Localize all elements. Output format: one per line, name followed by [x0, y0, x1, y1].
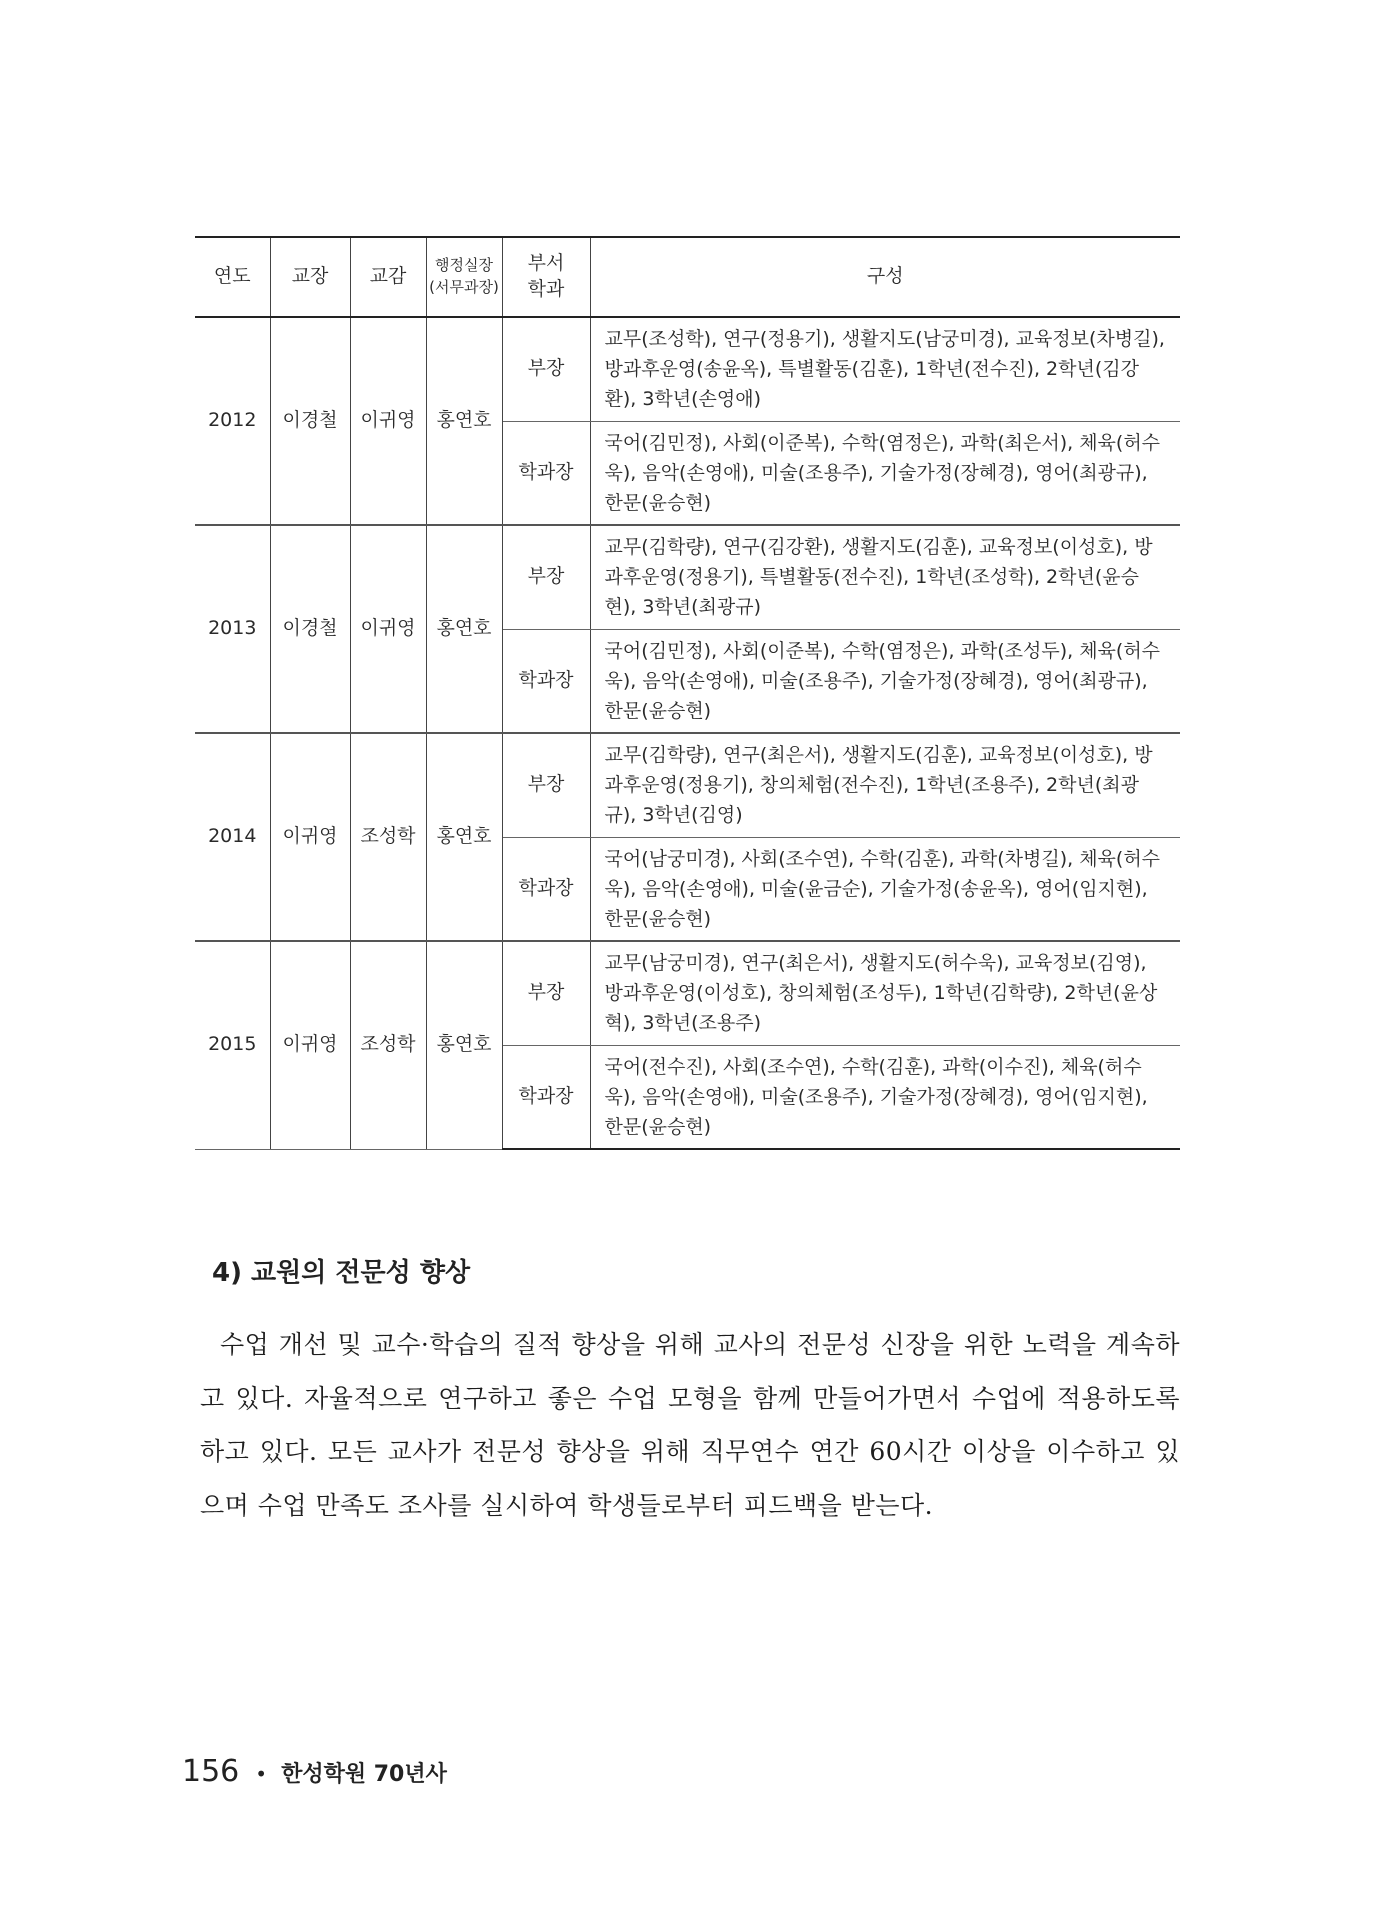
- dept-cell: 학과장: [502, 421, 590, 525]
- composition-cell: 교무(김학량), 연구(최은서), 생활지도(김훈), 교육정보(이성호), 방과후운영(정용기), 창의체험(전수진), 1학년(조용주), 2학년(최광규), 3학년(김영): [590, 733, 1180, 837]
- dept-cell: 부장: [502, 525, 590, 629]
- composition-cell: 국어(김민정), 사회(이준복), 수학(염정은), 과학(조성두), 체육(허수욱), 음악(손영애), 미술(조용주), 기술가정(장혜경), 영어(최광규), 한문(윤승현): [590, 629, 1180, 733]
- header-admin-head-line1: 행정실장: [435, 256, 493, 275]
- composition-cell: 교무(남궁미경), 연구(최은서), 생활지도(허수욱), 교육정보(김영), 방과후운영(이성호), 창의체험(조성두), 1학년(김학량), 2학년(윤상혁), 3학년(조용주): [590, 941, 1180, 1045]
- dept-cell: 부장: [502, 317, 590, 421]
- staff-table: [195, 236, 1180, 1150]
- body-paragraph: 수업 개선 및 교수·학습의 질적 향상을 위해 교사의 전문성 신장을 위한 노력을 계속하고 있다. 자율적으로 연구하고 좋은 수업 모형을 함께 만들어가면서 수업에 적용하도록 하고 있다. 모든 교사가 전문성 향상을 위해 직무연수 연간 60시간 이상을 이수하고 있으며 수업 만족도 조사를 실시하여 학생들로부터 피드백을 받는다.: [200, 1330, 1180, 1520]
- composition-cell: 국어(남궁미경), 사회(조수연), 수학(김훈), 과학(차병길), 체육(허수욱), 음악(손영애), 미술(윤금순), 기술가정(송윤옥), 영어(임지현), 한문(윤승현): [590, 837, 1180, 941]
- header-vice-principal: 교감: [350, 237, 426, 317]
- header-admin-head: [426, 237, 502, 317]
- page-number: 156: [182, 1754, 240, 1789]
- vice-principal-cell: 조성학: [350, 941, 426, 1149]
- principal-cell: 이경철: [270, 525, 350, 733]
- principal-cell: 이귀영: [270, 733, 350, 941]
- page-footer: [182, 1754, 447, 1789]
- composition-cell: 국어(전수진), 사회(조수연), 수학(김훈), 과학(이수진), 체육(허수욱), 음악(손영애), 미술(조용주), 기술가정(장혜경), 영어(임지현), 한문(윤승현): [590, 1045, 1180, 1149]
- admin-head-cell: 홍연호: [426, 317, 502, 525]
- dept-cell: 학과장: [502, 1045, 590, 1149]
- year-cell: 2013: [195, 525, 270, 733]
- header-dept-line2: 학과: [527, 278, 565, 300]
- header-composition: 구성: [590, 237, 1180, 317]
- dept-cell: 학과장: [502, 629, 590, 733]
- table-row: [195, 525, 1180, 629]
- composition-cell: 교무(조성학), 연구(정용기), 생활지도(남궁미경), 교육정보(차병길), 방과후운영(송윤옥), 특별활동(김훈), 1학년(전수진), 2학년(김강환), 3학년(손영애): [590, 317, 1180, 421]
- table-header-row: [195, 237, 1180, 317]
- admin-head-cell: 홍연호: [426, 733, 502, 941]
- vice-principal-cell: 이귀영: [350, 317, 426, 525]
- composition-cell: 교무(김학량), 연구(김강환), 생활지도(김훈), 교육정보(이성호), 방과후운영(정용기), 특별활동(전수진), 1학년(조성학), 2학년(윤승현), 3학년(최광규): [590, 525, 1180, 629]
- header-admin-head-line2: (서무과장): [429, 278, 499, 296]
- section-heading: 4) 교원의 전문성 향상: [212, 1258, 471, 1288]
- dept-cell: 부장: [502, 941, 590, 1045]
- header-dept: [502, 237, 590, 317]
- year-cell: 2015: [195, 941, 270, 1149]
- dept-cell: 부장: [502, 733, 590, 837]
- header-year: 연도: [195, 237, 270, 317]
- principal-cell: 이귀영: [270, 941, 350, 1149]
- header-principal: 교장: [270, 237, 350, 317]
- admin-head-cell: 홍연호: [426, 525, 502, 733]
- book-title: 한성학원 70년사: [281, 1762, 447, 1787]
- footer-separator: •: [255, 1762, 268, 1786]
- year-cell: 2014: [195, 733, 270, 941]
- header-dept-line1: 부서: [527, 252, 565, 275]
- year-cell: 2012: [195, 317, 270, 525]
- table-row: [195, 733, 1180, 837]
- table-row: [195, 941, 1180, 1045]
- dept-cell: 학과장: [502, 837, 590, 941]
- vice-principal-cell: 이귀영: [350, 525, 426, 733]
- principal-cell: 이경철: [270, 317, 350, 525]
- table-row: [195, 317, 1180, 421]
- vice-principal-cell: 조성학: [350, 733, 426, 941]
- composition-cell: 국어(김민정), 사회(이준복), 수학(염정은), 과학(최은서), 체육(허수욱), 음악(손영애), 미술(조용주), 기술가정(장혜경), 영어(최광규), 한문(윤승현): [590, 421, 1180, 525]
- admin-head-cell: 홍연호: [426, 941, 502, 1149]
